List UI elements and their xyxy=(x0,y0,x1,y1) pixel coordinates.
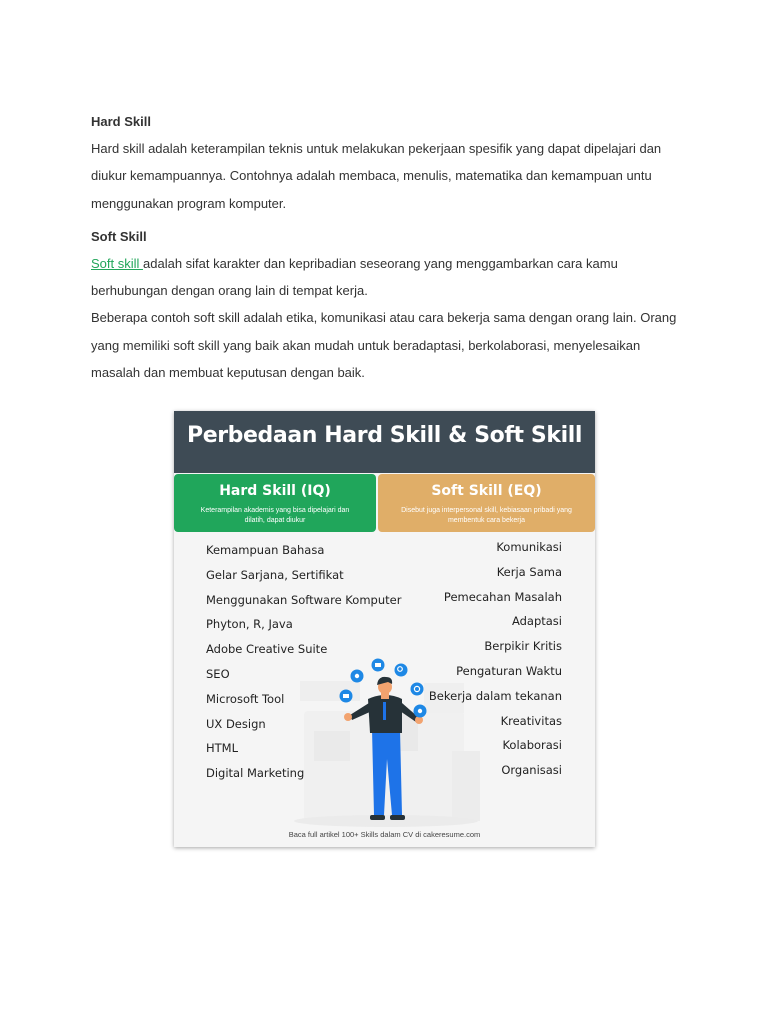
hard-skill-item: UX Design xyxy=(206,716,266,731)
hard-skill-item: Menggunakan Software Komputer xyxy=(206,592,402,607)
soft-skill-heading: Soft Skill xyxy=(91,228,147,244)
hard-skill-item: Gelar Sarjana, Sertifikat xyxy=(206,567,344,582)
soft-skill-examples-paragraph: Beberapa contoh soft skill adalah etika, komunikasi atau cara bekerja sama dengan orang lain. Orang yang memiliki soft skill yang baik akan mudah untuk beradaptasi, berkolaborasi, menyelesaikan masalah dan membuat keputusan dengan baik. xyxy=(91,310,677,381)
skill-comparison-infographic xyxy=(174,411,595,847)
hard-skill-heading: Hard Skill xyxy=(91,114,151,129)
soft-skill-paragraph-text: adalah sifat karakter dan kepribadian seseorang yang menggambarkan cara kamu berhubungan dengan orang lain di tempat kerja. xyxy=(91,255,618,299)
soft-skill-item: Pemecahan Masalah xyxy=(443,589,562,604)
hard-skill-item: SEO xyxy=(206,666,230,681)
hard-skill-item: Digital Marketing xyxy=(206,766,305,781)
hard-skill-item: Kemampuan Bahasa xyxy=(206,543,325,557)
soft-skill-box xyxy=(378,474,595,532)
soft-skill-item: Organisasi xyxy=(501,763,562,778)
soft-skill-link[interactable]: Soft skill xyxy=(91,255,144,271)
hard-skill-box-subtitle: Keterampilan akademis yang bisa dipelajari dan dilatih, dapat diukur xyxy=(200,507,350,524)
soft-skill-item: Adaptasi xyxy=(511,614,562,629)
hard-skill-item: HTML xyxy=(206,741,239,756)
soft-skill-box-subtitle: Disebut juga interpersonal skill, kebiasaan pribadi yang membentuk cara bekerja xyxy=(401,507,572,524)
soft-skill-item: Bekerja dalam tekanan xyxy=(428,688,562,703)
infographic-header xyxy=(174,411,595,473)
hard-skill-paragraph: Hard skill adalah keterampilan teknis untuk melakukan pekerjaan spesifik yang dapat dipelajari dan diukur kemampuannya. Contohnya adalah membaca, menulis, matematika dan kemampuan untu menggunakan program komputer. xyxy=(91,141,662,211)
soft-skill-item: Kerja Sama xyxy=(496,564,562,579)
article-body xyxy=(91,113,691,386)
soft-skill-box-title: Soft Skill (EQ) xyxy=(431,483,542,499)
hard-skill-box-title: Hard Skill (IQ) xyxy=(219,483,331,499)
infographic-footer: Baca full artikel 100+ Skills dalam CV di cakeresume.com xyxy=(288,830,481,839)
soft-skill-item: Berpikir Kritis xyxy=(484,639,562,654)
hard-skill-item: Microsoft Tool xyxy=(206,691,285,706)
soft-skill-item: Komunikasi xyxy=(496,540,562,554)
infographic-title: Perbedaan Hard Skill & Soft Skill xyxy=(186,423,583,448)
soft-skill-item: Kreativitas xyxy=(500,713,562,728)
soft-skill-paragraph xyxy=(91,250,691,305)
soft-skill-list xyxy=(429,535,562,783)
soft-skill-item: Pengaturan Waktu xyxy=(456,663,562,678)
hard-skill-list xyxy=(206,538,401,786)
hard-skill-item: Phyton, R, Java xyxy=(206,617,293,632)
hard-skill-box xyxy=(174,474,376,532)
soft-skill-item: Kolaborasi xyxy=(502,738,562,753)
hard-skill-item: Adobe Creative Suite xyxy=(206,642,328,657)
